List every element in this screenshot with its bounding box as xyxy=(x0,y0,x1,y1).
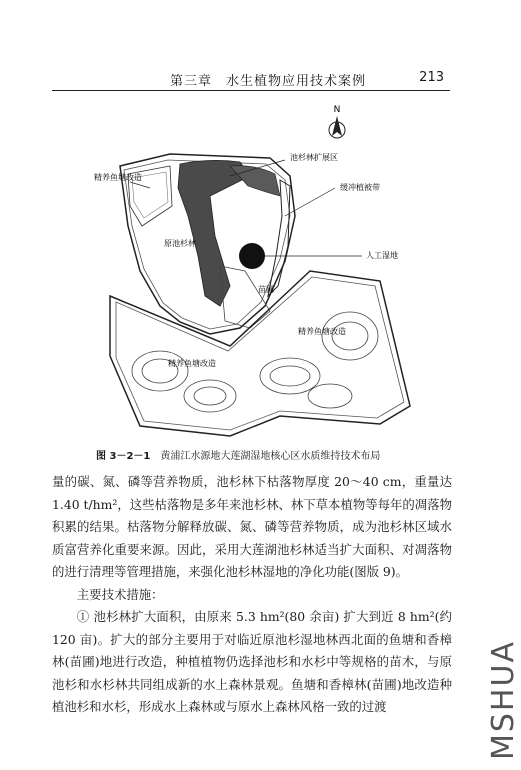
label-nursery: 苗圃 xyxy=(258,285,274,294)
label-fishpond-sw: 精养鱼塘改造 xyxy=(168,359,216,368)
label-fishpond-mid: 精养鱼塘改造 xyxy=(298,327,346,336)
label-fishpond-nw: 精养鱼塘改造 xyxy=(94,173,142,182)
chapter-title: 第三章 水生植物应用技术案例 xyxy=(170,74,367,89)
nursery-area xyxy=(220,266,270,328)
constructed-wetland-marker xyxy=(239,243,265,269)
expansion-zone xyxy=(178,160,250,306)
buffer-strip xyxy=(268,180,290,296)
label-expansion-zone: 池杉林扩展区 xyxy=(290,153,338,162)
paragraph-1: 量的碳、氮、磷等营养物质，池杉林下枯落物厚度 20～40 cm，重量达 1.40 t/hm²，这些枯落物是多年来池杉林、林下草本植物等每年的凋落物积累的结果。枯落物分解释放碳、氮、磷等营养物质，成为池杉林区域水质富营养化重要来源。因此，采用大莲湖池杉林适当扩大面积、对凋落物的进行清理等管理措施，来强化池杉林湿地的净化功能(图版 9)。 xyxy=(52,474,452,579)
label-buffer-strip: 缓冲植被带 xyxy=(340,183,380,192)
north-arrow-icon xyxy=(329,105,345,138)
paragraph-2: 主要技术措施： xyxy=(76,586,164,602)
caption-number: 图 3－2－1 xyxy=(96,451,151,462)
body-text xyxy=(52,471,452,719)
label-original-forest: 原池杉林 xyxy=(164,239,196,248)
watermark-text: MSHUA xyxy=(486,640,521,760)
page-number: 213 xyxy=(419,70,444,85)
figure-caption xyxy=(96,447,380,462)
label-constructed-wetland: 人工湿地 xyxy=(366,251,398,260)
north-label: N xyxy=(333,105,341,115)
paragraph-3: ① 池杉林扩大面积，由原来 5.3 hm²(80 余亩) 扩大到近 8 hm²(约 120 亩)。扩大的部分主要用于对临近原池杉湿地林西北面的鱼塘和香樟林(苗圃)地进行改造，种植植物仍选择池杉和水杉中等规格的苗木，与原池杉和水杉林共同组成新的水上森林景观。鱼塘和香樟林(苗圃)地改造种植池杉和水杉，形成水上森林或与原水上森林风格一致的过渡 xyxy=(52,609,452,714)
watermark xyxy=(458,600,521,760)
layout-map xyxy=(80,96,450,441)
page-header xyxy=(52,64,450,91)
layout-map-figure xyxy=(80,96,450,441)
caption-text: 黄浦江水源地大莲湖湿地核心区水质维持技术布局 xyxy=(160,451,381,462)
